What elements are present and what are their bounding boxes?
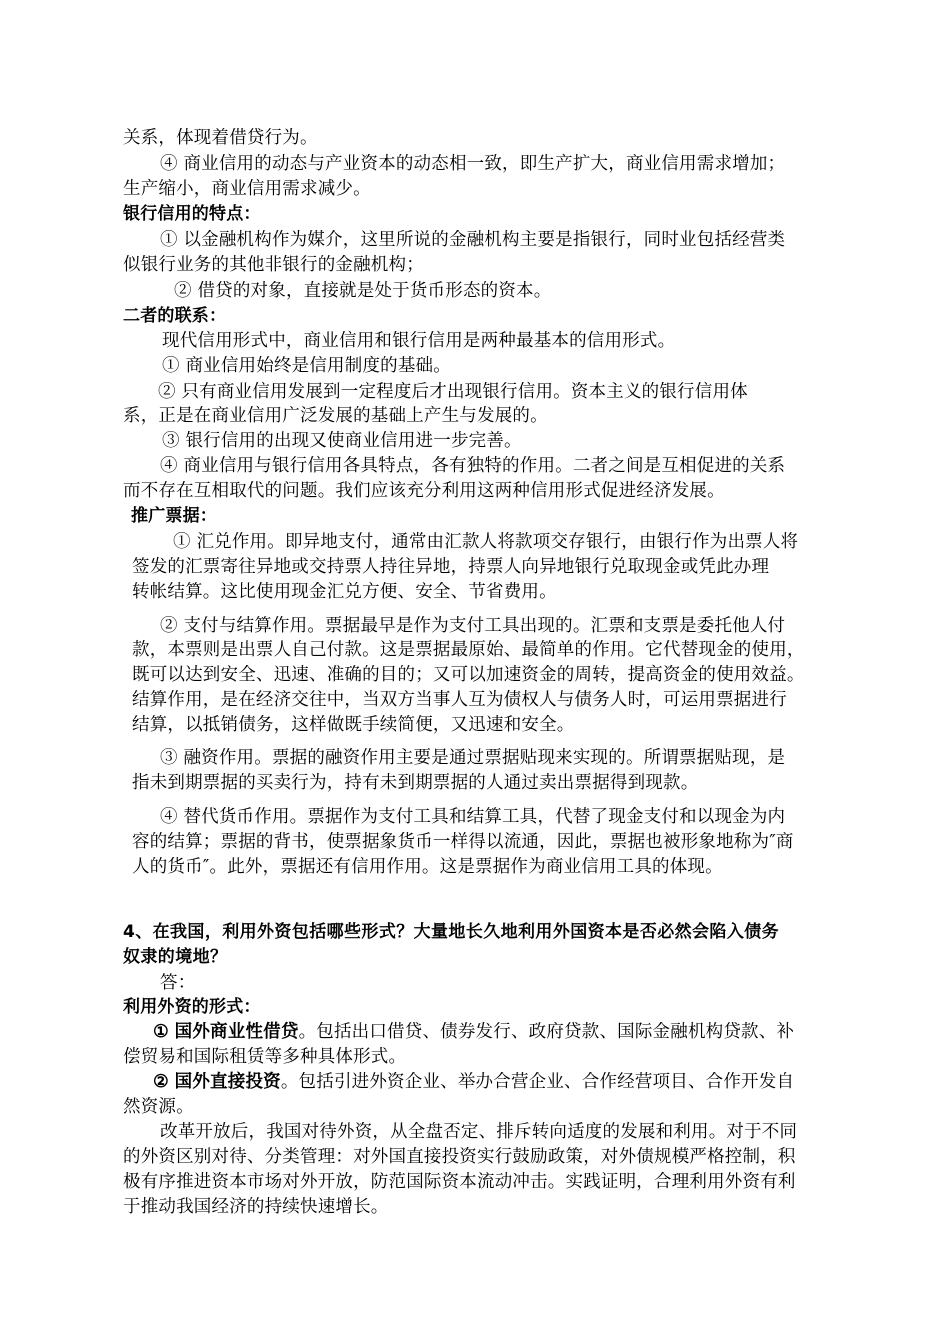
- text-line: 转帐结算。这比使用现金汇兑方便、安全、节省费用。: [132, 582, 557, 602]
- text-line: ② 只有商业信用发展到一定程度后才出现银行信用。资本主义的银行信用体: [158, 382, 748, 402]
- text-line: ④ 替代货币作用。票据作为支付工具和结算工具，代替了现金支付和以现金为内: [160, 807, 786, 827]
- text-line: 似银行业务的其他非银行的金融机构；: [123, 255, 424, 275]
- text-line: [153, 1020, 794, 1044]
- text-line: 人的货币″。此外，票据还有信用作用。这是票据作为商业信用工具的体现。: [132, 857, 723, 877]
- question-title: 奴隶的境地？: [123, 947, 228, 967]
- text-line: 关系，体现着借贷行为。: [123, 128, 318, 148]
- form2-description: 。包括引进外资企业、举办合营企业、合作经营项目、合作开发自: [280, 1072, 795, 1092]
- section-heading: 二者的联系：: [123, 306, 227, 326]
- text-line: [153, 1070, 794, 1094]
- form1-description: 。包括出口借贷、债券发行、政府贷款、国际金融机构贷款、补: [298, 1022, 795, 1042]
- text-line: ③ 融资作用。票据的融资作用主要是通过票据贴现来实现的。所谓票据贴现，是: [160, 748, 786, 768]
- text-line: 容的结算；票据的背书，使票据象货币一样得以流通，因此，票据也被形象地称为″商: [132, 832, 794, 852]
- text-line: 指未到期票据的买卖行为，持有未到期票据的人通过卖出票据得到现款。: [132, 773, 699, 793]
- text-line: 生产缩小，商业信用需求减少。: [123, 179, 371, 199]
- text-line: ④ 商业信用与银行信用各具特点，各有独特的作用。二者之间是互相促进的关系: [160, 456, 786, 476]
- text-line: ② 支付与结算作用。票据最早是作为支付工具出现的。汇票和支票是委托他人付: [160, 616, 786, 636]
- text-line: 于推动我国经济的持续快速增长。: [123, 1197, 389, 1217]
- text-line: 既可以达到安全、迅速、准确的目的；又可以加速资金的周转，提高资金的使用效益。: [132, 665, 805, 685]
- text-line: 然资源。: [123, 1097, 194, 1117]
- section-heading: 利用外资的形式：: [123, 997, 261, 1017]
- text-line: 的外资区别对待、分类管理：对外国直接投资实行鼓励政策，对外债规模严格控制，积: [123, 1147, 796, 1167]
- text-line: 结算作用，是在经济交往中，当双方当事人互为债权人与债务人时，可运用票据进行: [132, 690, 787, 710]
- text-line: ③ 银行信用的出现又使商业信用进一步完善。: [162, 431, 522, 451]
- form1-title: 国外商业性借贷: [174, 1022, 299, 1042]
- text-line: 而不存在互相取代的问题。我们应该充分利用这两种信用形式促进经济发展。: [123, 481, 725, 501]
- answer-label: 答：: [160, 973, 196, 993]
- text-line: 签发的汇票寄往异地或交持票人持往异地，持票人向异地银行兑取现金或凭此办理: [132, 557, 770, 577]
- question-title: 4、在我国，利用外资包括哪些形式？大量地长久地利用外国资本是否必然会陷入债务: [123, 922, 780, 942]
- text-line: 现代信用形式中，商业信用和银行信用是两种最基本的信用形式。: [162, 331, 676, 351]
- text-line: ① 商业信用始终是信用制度的基础。: [162, 356, 451, 376]
- form2-number: ②: [153, 1072, 169, 1092]
- form2-title: 国外直接投资: [174, 1072, 281, 1092]
- text-line: 系，正是在商业信用广泛发展的基础上产生与发展的。: [123, 406, 548, 426]
- text-line: 款，本票则是出票人自己付款。这是票据最原始、最简单的作用。它代替现金的使用，: [132, 640, 805, 660]
- text-line: ② 借贷的对象，直接就是处于货币形态的资本。: [174, 281, 552, 301]
- text-line: 极有序推进资本市场对外开放，防范国际资本流动冲击。实践证明，合理利用外资有利: [123, 1172, 796, 1192]
- form1-number: ①: [153, 1022, 169, 1042]
- section-heading: 推广票据：: [131, 506, 217, 526]
- text-line: 改革开放后，我国对待外资，从全盘否定、排斥转向适度的发展和利用。对于不同: [160, 1122, 798, 1142]
- section-heading: 银行信用的特点：: [123, 204, 261, 224]
- text-line: 偿贸易和国际租赁等多种具体形式。: [123, 1047, 407, 1067]
- text-line: 结算，以抵销债务，这样做既手续简便，又迅速和安全。: [132, 715, 575, 735]
- text-line: ① 汇兑作用。即异地支付，通常由汇款人将款项交存银行，由银行作为出票人将: [173, 532, 799, 552]
- text-line: ① 以金融机构作为媒介，这里所说的金融机构主要是指银行，同时业包括经营类: [160, 230, 786, 250]
- text-line: ④ 商业信用的动态与产业资本的动态相一致，即生产扩大，商业信用需求增加；: [160, 154, 786, 174]
